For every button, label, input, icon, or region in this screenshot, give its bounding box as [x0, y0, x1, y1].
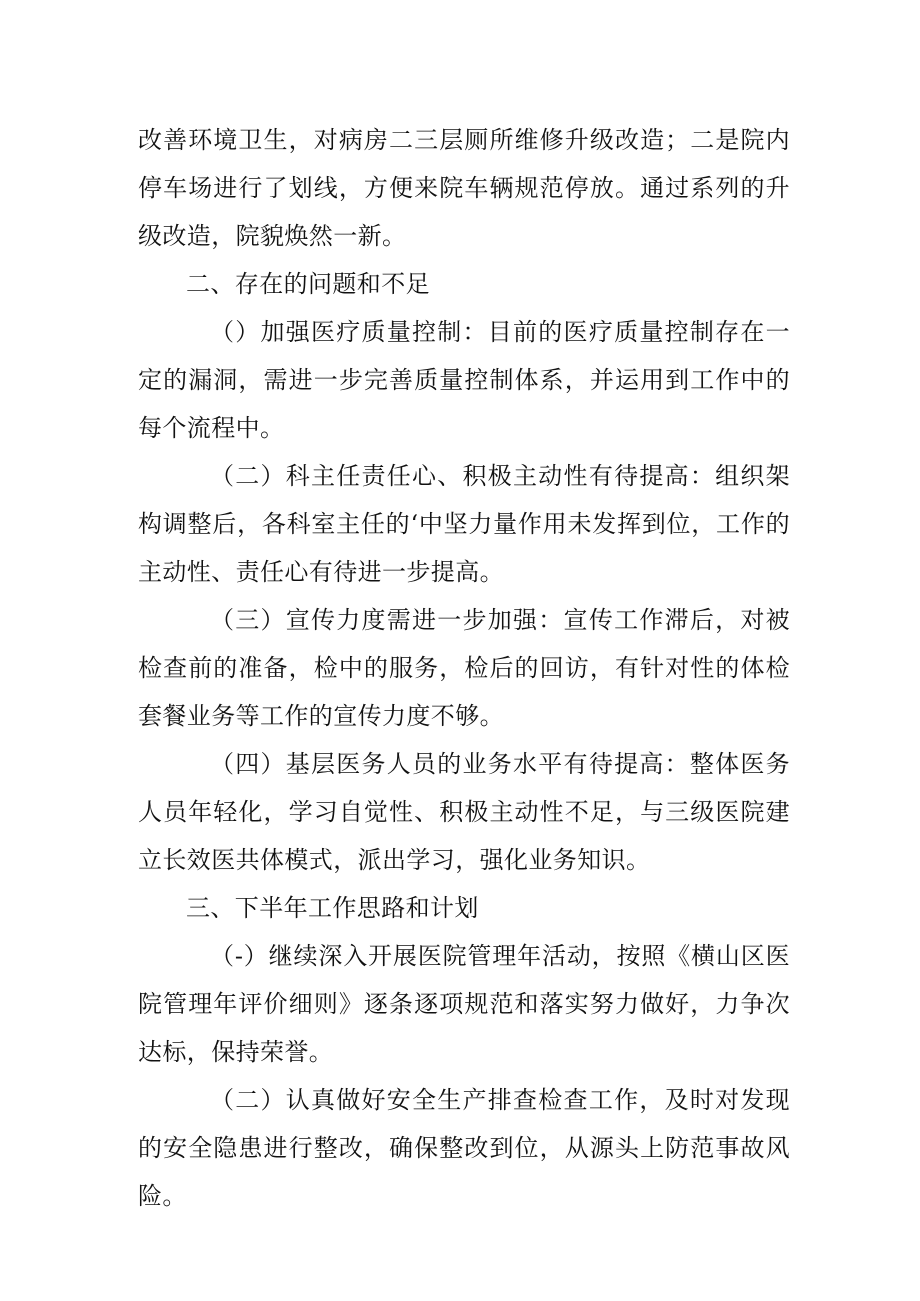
section-heading-plans: 三、下半年工作思路和计划: [186, 894, 479, 922]
section-heading-problems: 二、存在的问题和不足: [186, 270, 430, 298]
paragraph-staff-skills: （四）基层医务人员的业务水平有待提高：整体医务人员年轻化，学习自觉性、积极主动性不足，与三级医院建立长效医共体模式，派出学习，强化业务知识。: [138, 750, 790, 874]
document-body: [138, 116, 790, 1220]
paragraph-department-heads: （二）科主任责任心、积极主动性有待提高：组织架构调整后，各科室主任的‘中坚力量作用未发挥到位，工作的主动性、责任心有待进一步提高。: [138, 462, 790, 586]
paragraph-safety-inspection: （二）认真做好安全生产排查检查工作，及时对发现的安全隐患进行整改，确保整改到位，从源头上防范事故风险。: [138, 1086, 790, 1210]
paragraph-quality-control: （）加强医疗质量控制：目前的医疗质量控制存在一定的漏洞，需进一步完善质量控制体系，并运用到工作中的每个流程中。: [138, 318, 790, 442]
paragraph-environment-upgrade: 改善环境卫生，对病房二三层厕所维修升级改造；二是院内停车场进行了划线，方便来院车辆规范停放。通过系列的升级改造，院貌焕然一新。: [138, 126, 790, 250]
paragraph-management-year: （-）继续深入开展医院管理年活动，按照《横山区医院管理年评价细则》逐条逐项规范和落实努力做好，力争次达标，保持荣誉。: [138, 942, 790, 1066]
paragraph-publicity: （三）宣传力度需进一步加强：宣传工作滞后，对被检查前的准备，检中的服务，检后的回访，有针对性的体检套餐业务等工作的宣传力度不够。: [138, 606, 790, 730]
